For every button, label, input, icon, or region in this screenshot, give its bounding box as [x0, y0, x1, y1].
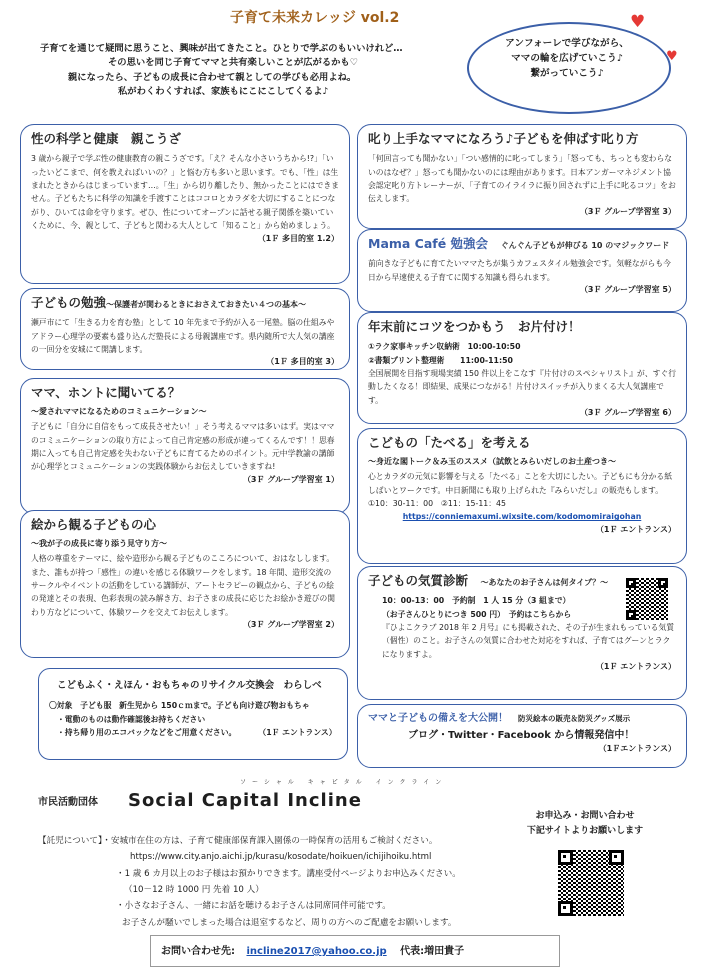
section-title-main: 子どもの気質診断 [368, 573, 469, 588]
section-room: （3Ｆ グループ学習室 5） [579, 285, 676, 295]
section-room: （3Ｆ グループ学習室 2） [242, 620, 339, 630]
qr-finder [558, 850, 573, 865]
contact-bar [150, 935, 560, 967]
section-room: （1Ｆ 多目的室 1.2） [257, 233, 339, 243]
section-sex-education [20, 124, 350, 284]
section-eating [357, 428, 687, 564]
heart-icon: ♥ [630, 12, 646, 32]
section-room: （1Ｆ エントランス） [595, 524, 676, 534]
contact-email-link[interactable]: incline2017@yahoo.co.jp [246, 946, 387, 957]
org-label: 市民活動団体 [38, 797, 98, 808]
section-line-3 [49, 726, 337, 739]
org-ruby: ソーシャル キャピタル インクライン [240, 779, 448, 786]
section-title: こどもふく・えほん・おもちゃのリサイクル交換会 わらしべ [57, 680, 322, 691]
section-body: 前向きな子どもに育てたいママたちが集うカフェスタイル勉強会です。気軽ながらも今日から早速使える子育てに関する知識も得られます。 [368, 259, 671, 282]
section-room: （1Ｆエントランス） [598, 744, 676, 753]
org-name: Social Capital Incline [128, 790, 362, 811]
note-line: ・1 歳 6 カ月以上のお子様はお預かりできます。講座受付ページよりお申込みください。 [116, 868, 461, 879]
section-room: （1Ｆ エントランス） [262, 728, 337, 738]
section-body: 『ひよこクラブ 2018 年 2 月号』にも掲載された、その子が生まれもっている気質（個性）のこと。お子さんの気質に合わせた対応をすれば、子育てはグーンとラクになりますよ。 [382, 623, 675, 659]
note-url[interactable]: https://www.city.anjo.aichi.jp/kurasu/kosodate/hoikuen/ichijihoiku.html [130, 852, 432, 863]
section-mama-cafe [357, 229, 687, 312]
section-body: 心とカラダの元気に影響を与える「たべる」ことを大切にしたい。子どもにも分かる紙しばいとワークです。中日新聞にも取り上げられた『みらいだし』の販売もします。 ①10：30-11：00 ②11：15-11：45 [368, 472, 672, 509]
intro-text [38, 42, 478, 100]
section-title: 叱り上手なママになろう♪子どもを伸ばす叱り方 [368, 131, 639, 146]
qr-code-icon[interactable] [558, 850, 624, 916]
section-title: 性の科学と健康 親こうざ [31, 131, 182, 146]
intro-line-3: 親になったら、子どもの成長に合わせて親としての学びも必用よね。 [68, 71, 357, 83]
section-line-3-text: ・持ち帰り用のエコバックなどをご用意ください。 [57, 728, 237, 738]
section-recycle [38, 668, 348, 760]
section-room: （1Ｆ エントランス） [595, 662, 676, 672]
intro-line-1: 子育てを通じて疑問に思うこと、興味が出てきたこと。ひとりで学ぶのもいいけれど… [40, 43, 403, 54]
intro-line-4: 私がわくわくすれば、家族もにこにこしてくるよ♪ [118, 86, 329, 98]
section-body: 「何回言っても聞かない」「つい感情的に叱ってしまう」「怒っても、ちっとも変わらないのはなぜ？」怒っても聞かないのには理由があります。日本アンガーマネジメント協会認定叱り方トレーナーが、「子育てのイライラに振り回されずに上手に叱るコツ」をお伝えします。 [368, 154, 676, 204]
section-line-2: ②書類プリント整理術 11:00-11:50 [368, 355, 513, 365]
childcare-notes [38, 833, 508, 931]
section-drawing [20, 510, 350, 658]
apply-info [520, 809, 650, 840]
section-title [31, 295, 339, 311]
section-disaster [357, 704, 687, 768]
section-link-row [368, 510, 676, 523]
section-body: 3 歳から親子で学ぶ性の健康教育の親こうざです。「え？そんな小さいうちから!?」「いったいどこまで、何を教えればいいの？」と悩む方も多いと思います。でも、「性」は生まれたときからはじまっています…。「生」から切り離したり、無かったことにはできません。子どもたちに科学の知識を手渡すことはココロとカラダを大切にすることにつながり、ひいては命を守ります。ぜひ、性についてオープンに話せる親子関係を築いていくために、今、親として、子どもと関わる大人として「知ること」から始めましょう。 [31, 154, 339, 231]
intro-line-2: その思いを同じ子育てママと共有楽しいことが広がるかも♡ [108, 57, 359, 69]
section-room: （1Ｆ 多目的室 3） [266, 357, 339, 367]
section-subtitle: 防災絵本の販売＆防災グッズ展示 [518, 714, 631, 723]
section-tidying [357, 312, 687, 424]
page-title: 子育て未来カレッジ vol.2 [230, 10, 400, 26]
section-scolding [357, 124, 687, 229]
apply-line-2: 下記サイトよりお願いします [526, 826, 644, 837]
heart-icon: ♥ [666, 49, 678, 64]
section-title: 年末前にコツをつかもう お片付け！ [368, 319, 581, 334]
oval-text [477, 37, 657, 82]
section-subtitle: ～愛されママになるためのコミュニケーション～ [31, 407, 207, 417]
note-line: お子さんが騒いでしまった場合は退室するなど、周りの方へのご配慮をお願いします。 [122, 917, 457, 928]
section-title-main: ママと子どもの備えを大公開！ [368, 713, 508, 724]
section-title: こどもの「たべる」を考える [368, 435, 531, 450]
oval-line-2: ママの輪を広げていこう♪ [511, 52, 623, 64]
note-line: 【託児について】・安城市在住の方は、子育て健康部保育課入園係の一時保育の活用もご検討ください。 [38, 836, 438, 846]
section-room: （3Ｆ グループ学習室 1） [242, 474, 339, 484]
contact-label: お問い合わせ先: [161, 946, 235, 957]
section-time: 10：00-13：00 予約制 1 人 15 分（3 組まで） [382, 596, 571, 606]
section-line-1: ①ラク家事キッチン収納術 10:00-10:50 [368, 342, 521, 352]
section-body: 全国展開を目指す現場実績 150 件以上をこなす『片付けのスペシャリスト』が、すぐ行動したくなる！即結果、成果につながる！片付けスイッチが入りまくる大人気講座です。 [368, 369, 677, 405]
section-subtitle: ～身近な閣トーク＆み玉のススメ（試飲とみらいだしのお土産つき～ [368, 457, 616, 467]
note-line: ・小さなお子さん、一緒にお話を聴けるお子さんは同席同伴可能です。 [116, 901, 391, 912]
section-subtitle: ～保護者が関わるときにおさえておきたい４つの基本～ [106, 300, 307, 309]
qr-finder [626, 610, 636, 620]
qr-finder [658, 578, 668, 588]
section-title-main: 子どもの勉強 [31, 295, 107, 310]
qr-finder [609, 850, 624, 865]
section-title [368, 236, 676, 252]
section-subtitle: ～我が子の成長に寄り添う見守り方～ [31, 539, 167, 549]
section-title: ママ、ホントに聞いてる？ [31, 385, 181, 400]
section-body: 人格の尊重をテーマに、絵や造形から観る子どものこころについて、おはなしします。また、誰もが持つ「感性」の違いを感じる体験ワークをします。18 年間、造形交流のサークルやイベントの活動をしている講師が、アートセラピーの観点から、子どもの絵の発達とその表現、色彩表現の読み解き方、お子さまの成長に応じたお絵かき遊びの関わり方などについて、体験ワークを交えてお伝えします。 [31, 554, 336, 617]
oval-line-1: アンフォーレで学びながら、 [505, 38, 629, 49]
section-child-study [20, 288, 350, 370]
section-title-main: Mama Café 勉強会 [368, 236, 489, 251]
section-url-link[interactable]: https://conniemaxumi.wixsite.com/kodomomiraigohan [402, 512, 642, 522]
qr-code-icon[interactable] [626, 578, 668, 620]
section-room: （3Ｆ グループ学習室 3） [579, 206, 676, 216]
qr-finder [558, 901, 573, 916]
section-room: （3Ｆ グループ学習室 6） [579, 408, 676, 418]
section-communication [20, 378, 350, 514]
section-line-2: ・電動のものは動作確認後お持ちください [57, 714, 206, 724]
contact-rep: 代表:増田貴子 [400, 946, 465, 957]
section-line: ブログ・Twitter・Facebook から情報発信中！ [408, 730, 635, 741]
section-price: （お子さんひとりにつき 500 円） 予約はこちらから [382, 609, 572, 619]
section-body: 瀬戸市にて「生きる力を育む塾」として 10 年先まで予約が入る一尾塾。脳の仕組みやアドラー心理学の要素も盛り込んだ塾長による母親講座です。県内随所で大人気の講座の一回分を安城にて開講します。 [31, 318, 335, 355]
section-title: 絵から観る子どもの心 [31, 517, 157, 532]
section-title [368, 711, 676, 726]
oval-line-3: 繋がっていこう♪ [530, 67, 604, 79]
section-subtitle: ぐんぐん子どもが伸びる 10 のマジックワード [500, 241, 670, 250]
apply-line-1: お申込み・お問い合わせ [535, 811, 635, 821]
note-line: （10－12 時 1000 円 先着 10 人） [124, 884, 264, 895]
qr-finder [626, 578, 636, 588]
section-line-1: 〇対象 子ども服 新生児から 150ｃｍまで。子ども向け遊び物おもちゃ [49, 701, 310, 711]
section-body: 子どもに「自分に自信をもって成長させたい！」そう考えるママは多いはず。実はママのコミュニケーションの取り方によって自己肯定感の形成が違ってくるんです！！思春期に入っても自己肯定感を失わない子どもに育てるためのポイント。元中学教諭の講師が心理学とコミュニケーションの実践体験からお伝えしていきますね! [31, 422, 335, 472]
section-subtitle: ～あなたのお子さんは何タイプ？～ [480, 578, 609, 587]
